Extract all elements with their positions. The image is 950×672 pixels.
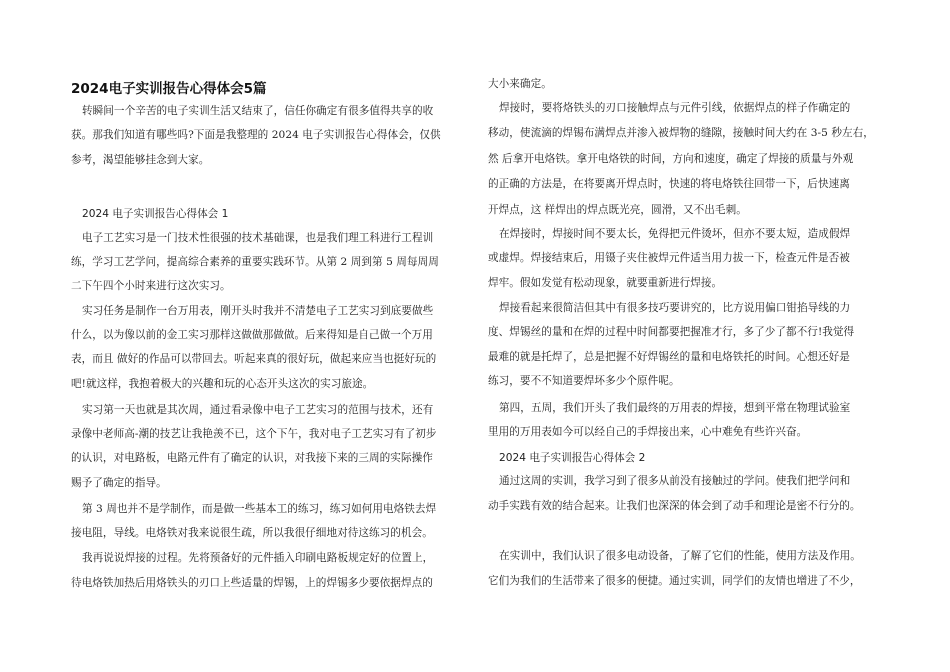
paragraph-line: 最难的就是托焊了，总是把握不好焊锡丝的量和电烙铁托的时间。心想还好是: [488, 351, 850, 363]
paragraph-line: 然 后拿开电烙铁。拿开电烙铁的时间，方向和速度，确定了焊接的质量与外观: [488, 153, 854, 165]
paragraph-line: 大小来确定。: [488, 78, 552, 90]
paragraph-line: 或虚焊。焊接结束后，用镊子夹住被焊元件适当用力拔一下，检查元件是否被: [488, 252, 850, 264]
paragraph-line: 通过这周的实训，我学习到了很多从前没有接触过的学问。使我们把学问和: [499, 475, 851, 487]
section-heading-1: 2024 电子实训报告心得体会 1: [82, 208, 229, 220]
paragraph-line: 的认识，对电路板，电路元件有了确定的认识，对我接下来的三周的实际操作: [71, 452, 433, 464]
document-title: 2024电子实训报告心得体会5篇: [71, 81, 267, 97]
paragraph-line: 待电烙铁加热后用烙铁头的刃口上些适量的焊锡，上的焊锡多少要依据焊点的: [71, 577, 433, 589]
paragraph-line: 电子工艺实习是一门技术性很强的技术基础课，也是我们理工科进行工程训: [82, 232, 434, 244]
paragraph-line: 接电阻，导线。电烙铁对我来说很生疏，所以我很仔细地对待这练习的机会。: [71, 527, 433, 539]
paragraph-line: 开焊点，这 样焊出的焊点既光亮，圆滑，又不出毛刺。: [488, 204, 747, 216]
paragraph-line: 参考，渴望能够挂念到大家。: [71, 154, 210, 166]
paragraph-line: 练，学习工艺学问，提高综合素养的重要实践环节。从第 2 周到第 5 周每周周: [71, 256, 439, 268]
paragraph-line: 在焊接时，焊接时间不要太长，免得把元件烫坏，但亦不要太短，造成假焊: [499, 228, 851, 240]
paragraph-line: 表，而且 做好的作品可以带回去。听起来真的很好玩，做起来应当也挺好玩的: [71, 353, 437, 365]
paragraph-line: 练习，要不不知道要焊坏多少个原件呢。: [488, 375, 680, 387]
paragraph-line: 获。那我们知道有哪些吗?下面是我整理的 2024 电子实训报告心得体会，仅供: [71, 129, 441, 141]
paragraph-line: 焊接看起来很简洁但其中有很多技巧要讲究的，比方说用偏口钳掐导线的力: [499, 302, 851, 314]
paragraph-line: 移动，使流滴的焊锡布满焊点并渗入被焊物的缝隙，接触时间大约在 3-5 秒左右，: [488, 127, 874, 139]
paragraph-line: 第四，五周，我们开头了我们最终的万用表的焊接，想到平常在物理试验室: [499, 402, 851, 414]
paragraph-line: 吧!就这样，我抱着极大的兴趣和玩的心态开头这次的实习旅途。: [71, 378, 374, 390]
paragraph-line: 什么，以为像以前的金工实习那样这做做那做做。后来得知是自己做一个万用: [71, 329, 433, 341]
paragraph-line: 的正确的方法是，在将要离开焊点时，快速的将电烙铁往回带一下，后快速离: [488, 178, 850, 190]
paragraph-line: 实习第一天也就是其次周，通过看录像中电子工艺实习的范围与技术，还有: [82, 404, 434, 416]
paragraph-line: 动手实践有效的结合起来。让我们也深深的体会到了动手和理论是密不行分的。: [488, 500, 861, 512]
paragraph-line: 焊接时，要将烙铁头的刃口接触焊点与元件引线，依据焊点的样子作确定的: [499, 102, 851, 114]
paragraph-line: 度、焊锡丝的量和在焊的过程中时间都要把握准才行，多了少了都不行!我觉得: [488, 326, 855, 338]
paragraph-line: 赐予了确定的指导。: [71, 477, 167, 489]
paragraph-line: 录像中老师高-潮的技艺让我艳羡不已，这个下午，我对电子工艺实习有了初步: [71, 428, 437, 440]
section-heading-2: 2024 电子实训报告心得体会 2: [499, 452, 646, 464]
paragraph-line: 我再说说焊接的过程。先将预备好的元件插入印刷电路板规定好的位置上，: [82, 552, 434, 564]
paragraph-line: 实习任务是制作一台万用表，刚开头时我并不清楚电子工艺实习到底要做些: [82, 305, 434, 317]
paragraph-line: 焊牢。假如发觉有松动现象，就要重新进行焊接。: [488, 277, 723, 289]
paragraph-line: 在实训中，我们认识了很多电动设备，了解了它们的性能，使用方法及作用。: [499, 550, 861, 562]
paragraph-line: 里用的万用表如今可以经自己的手焊接出来，心中难免有些许兴奋。: [488, 426, 808, 438]
paragraph-line: 它们为我们的生活带来了很多的便捷。通过实训，同学们的友情也增进了不少，: [488, 575, 861, 587]
paragraph-line: 二下午四个小时来进行这次实习。: [71, 280, 231, 292]
paragraph-line: 转瞬间一个辛苦的电子实训生活又结束了，信任你确定有很多值得共享的收: [82, 105, 434, 117]
paragraph-line: 第 3 周也并不是学制作，而是做一些基本工的练习，练习如何用电烙铁去焊: [82, 503, 437, 515]
